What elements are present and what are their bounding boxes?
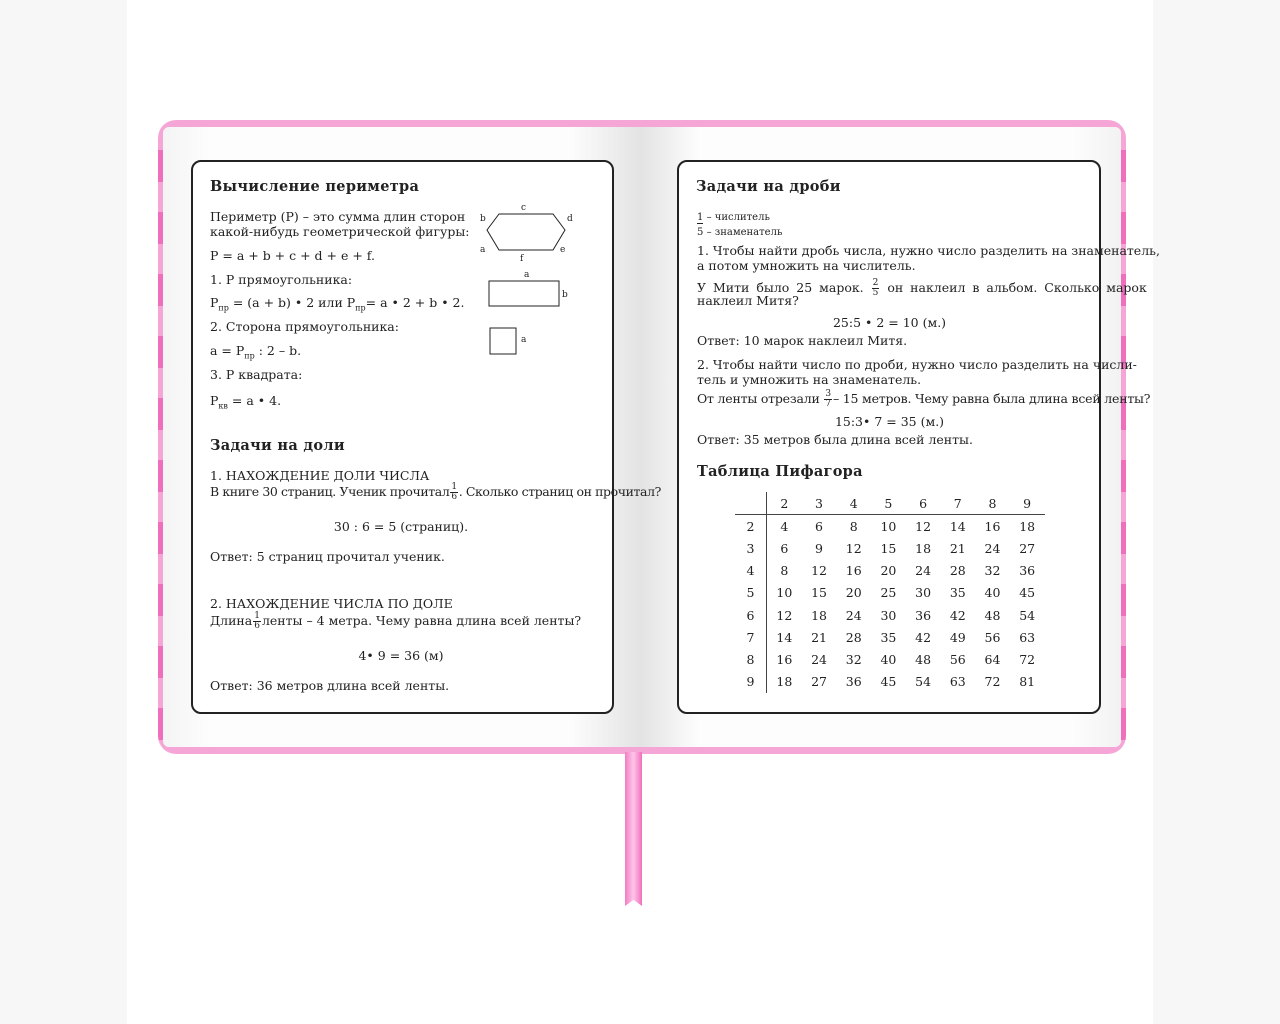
- pythagoras-cell: 12: [776, 607, 793, 623]
- pythagoras-cell: 24: [984, 540, 1001, 556]
- pythagoras-cell: 27: [811, 674, 827, 690]
- fractions-calc1: 25:5 • 2 = 10 (м.): [832, 315, 947, 330]
- shares-subheading1: 1. НАХОЖДЕНИЕ ДОЛИ ЧИСЛА: [210, 468, 430, 483]
- shares-task2: Длина $\frac{1}{6}$ ленты – 4 метра. Чему равна длина всей ленты?: [210, 611, 582, 631]
- pythagoras-header-cell: 9: [1010, 492, 1045, 515]
- pythagoras-cell: 81: [1019, 674, 1036, 690]
- pythagoras-row: [735, 537, 1045, 559]
- pythagoras-row-header: 5: [735, 582, 767, 604]
- pythagoras-cell: 8: [849, 518, 858, 534]
- pythagoras-cell: 40: [880, 651, 897, 667]
- pythagoras-row: [735, 648, 1045, 670]
- fractions-answer2: Ответ: 35 метров была длина всей ленты.: [697, 432, 973, 447]
- background-right: [1153, 0, 1280, 1024]
- pythagoras-cell: 48: [984, 607, 1001, 623]
- pythagoras-cell: 28: [845, 629, 862, 645]
- pythagoras-cell: 10: [776, 585, 793, 601]
- shares-answer1: Ответ: 5 страниц прочитал ученик.: [210, 549, 445, 564]
- pythagoras-cell: 24: [811, 651, 827, 667]
- pythagoras-cell: 10: [880, 518, 897, 534]
- pythagoras-cell: 30: [915, 585, 932, 601]
- pythagoras-cell: 21: [811, 629, 827, 645]
- fractions-rule1-line2: а потом умножить на числитель.: [697, 258, 916, 273]
- pythagoras-cell: 63: [1019, 629, 1036, 645]
- bookmark-ribbon: [625, 752, 642, 906]
- pythagoras-header-cell: 2: [767, 492, 802, 515]
- pythagoras-cell: 25: [880, 585, 897, 601]
- pythagoras-cell: 4: [780, 518, 789, 534]
- pythagoras-cell: 12: [915, 518, 932, 534]
- shares-subheading2: 2. НАХОЖДЕНИЕ ЧИСЛА ПО ДОЛЕ: [210, 596, 453, 611]
- pythagoras-cell: 64: [984, 651, 1001, 667]
- pythagoras-cell: 72: [984, 674, 1001, 690]
- pythagoras-header-cell: 4: [836, 492, 871, 515]
- pythagoras-cell: 18: [811, 607, 827, 623]
- pythagoras-cell: 15: [811, 585, 827, 601]
- pythagoras-row: [735, 560, 1045, 582]
- rectangle-label-a: a: [524, 270, 530, 280]
- pythagoras-row: [735, 582, 1045, 604]
- pythagoras-cell: 18: [776, 674, 793, 690]
- pythagoras-cell: 14: [776, 629, 793, 645]
- pythagoras-cell: 36: [1019, 563, 1036, 579]
- perimeter-title: Вычисление периметра: [210, 178, 420, 195]
- hexagon-label-e: e: [560, 245, 566, 255]
- pythagoras-cell: 63: [949, 674, 966, 690]
- rectangle-label-b: b: [562, 290, 568, 300]
- perimeter-item3: 3. P квадрата:: [210, 367, 303, 382]
- numerator-label: 1 – числитель: [697, 212, 770, 223]
- pythagoras-cell: 6: [780, 540, 789, 556]
- pythagoras-header-cell: 7: [940, 492, 975, 515]
- pythagoras-cell: 35: [949, 585, 966, 601]
- pythagoras-row: [735, 604, 1045, 626]
- shares-title: Задачи на доли: [210, 437, 345, 454]
- pythagoras-cell: 27: [1019, 540, 1036, 556]
- fractions-rule2-line2: тель и умножить на знаменатель.: [697, 372, 922, 387]
- pythagoras-cell: 18: [1019, 518, 1036, 534]
- shares-calc1: 30 : 6 = 5 (страниц).: [333, 519, 469, 534]
- pythagoras-cell: 72: [1019, 651, 1036, 667]
- pythagoras-cell: 45: [1019, 585, 1036, 601]
- shares-calc2: 4• 9 = 36 (м): [358, 648, 444, 663]
- pythagoras-cell: 35: [880, 629, 897, 645]
- pythagoras-cell: 42: [949, 607, 966, 623]
- fractions-title: Задачи на дроби: [696, 178, 841, 195]
- pythagoras-cell: 30: [880, 607, 897, 623]
- fractions-rule2-line1: 2. Чтобы найти число по дроби, нужно число разделить на числи-: [697, 357, 1137, 372]
- pythagoras-row-header: 6: [735, 604, 767, 626]
- fractions-task1-line2: наклеил Митя?: [697, 293, 799, 308]
- square-label-a: a: [521, 335, 527, 345]
- pythagoras-row-header: 3: [735, 537, 767, 559]
- pythagoras-cell: 45: [880, 674, 897, 690]
- pythagoras-row: [735, 515, 1045, 538]
- pythagoras-cell: 56: [984, 629, 1001, 645]
- pythagoras-cell: 20: [845, 585, 862, 601]
- fractions-task2: От ленты отрезали $\frac{3}{7}$ – 15 метров. Чему равна была длина всей ленты?: [697, 389, 1151, 409]
- pythagoras-cell: 54: [915, 674, 932, 690]
- pythagoras-cell: 54: [1019, 607, 1036, 623]
- perimeter-intro-line2: какой-нибудь геометрической фигуры:: [210, 224, 470, 239]
- perimeter-formula: P = a + b + c + d + e + f.: [210, 248, 375, 263]
- pythagoras-row-header: 7: [735, 626, 767, 648]
- perimeter-item2: 2. Сторона прямоугольника:: [210, 319, 399, 334]
- perimeter-item2-formula: $a = P_{пр}$ : 2 – b.: [210, 343, 302, 361]
- pythagoras-cell: 32: [984, 563, 1001, 579]
- pythagoras-cell: 16: [776, 651, 793, 667]
- rectangle-figure: [489, 281, 559, 306]
- pythagoras-cell: 40: [984, 585, 1001, 601]
- pythagoras-table: [735, 492, 1045, 693]
- denominator-label: 5 – знаменатель: [697, 227, 783, 238]
- pythagoras-cell: 18: [915, 540, 932, 556]
- hexagon-label-b: b: [480, 214, 486, 224]
- perimeter-item3-formula: $P_{кв} = a$ • 4.: [210, 393, 282, 411]
- square-figure: [490, 328, 516, 354]
- pythagoras-cell: 16: [845, 563, 862, 579]
- pythagoras-row-header: 2: [735, 515, 767, 538]
- pythagoras-cell: 9: [815, 540, 823, 556]
- pythagoras-cell: 24: [845, 607, 862, 623]
- hexagon-label-d: d: [567, 214, 573, 224]
- shares-task1: В книге 30 страниц. Ученик прочитал $\frac{1}{6}$ . Сколько страниц он прочитал?: [210, 482, 661, 502]
- pythagoras-cell: 8: [780, 563, 789, 579]
- pythagoras-cell: 14: [949, 518, 966, 534]
- perimeter-item1: 1. P прямоугольника:: [210, 272, 353, 287]
- pythagoras-cell: 42: [915, 629, 932, 645]
- pythagoras-cell: 36: [845, 674, 862, 690]
- pythagoras-row: [735, 671, 1045, 693]
- fractions-task1-line1: У Мити было 25 марок. $\frac{2}{5}$ он наклеил в альбом. Сколько марок: [697, 278, 1147, 298]
- fractions-rule1-line1: 1. Чтобы найти дробь числа, нужно число разделить на знаменатель,: [697, 243, 1160, 258]
- pythagoras-cell: 6: [815, 518, 823, 534]
- pythagoras-header-cell: 6: [906, 492, 941, 515]
- perimeter-intro-line1: Периметр (P) – это сумма длин сторон: [210, 209, 466, 224]
- pythagoras-cell: 24: [915, 563, 932, 579]
- pythagoras-row-header: 9: [735, 671, 767, 693]
- pythagoras-cell: 15: [880, 540, 897, 556]
- shares-answer2: Ответ: 36 метров длина всей ленты.: [210, 678, 450, 693]
- pythagoras-cell: 48: [915, 651, 932, 667]
- pythagoras-cell: 36: [915, 607, 932, 623]
- perimeter-figures: [470, 198, 580, 363]
- pythagoras-cell: 16: [984, 518, 1001, 534]
- pythagoras-cell: 32: [845, 651, 862, 667]
- hexagon-label-a: a: [480, 245, 486, 255]
- hexagon-label-f: f: [520, 254, 524, 264]
- pythagoras-row-header: 8: [735, 648, 767, 670]
- pythagoras-row: [735, 626, 1045, 648]
- pythagoras-header-cell: [735, 492, 767, 515]
- background-left: [0, 0, 127, 1024]
- fractions-answer1: Ответ: 10 марок наклеил Митя.: [697, 333, 908, 348]
- pythagoras-cell: 21: [949, 540, 966, 556]
- pythagoras-cell: 56: [949, 651, 966, 667]
- pythagoras-row-header: 4: [735, 560, 767, 582]
- pythagoras-header-cell: 5: [871, 492, 906, 515]
- hexagon-label-c: c: [521, 203, 527, 213]
- pythagoras-header-cell: 8: [975, 492, 1010, 515]
- pythagoras-header-row: [735, 492, 1045, 515]
- pythagoras-cell: 49: [949, 629, 966, 645]
- pythagoras-cell: 12: [845, 540, 862, 556]
- pythagoras-cell: 12: [811, 563, 827, 579]
- pythagoras-header-cell: 3: [802, 492, 837, 515]
- hexagon-figure: [487, 214, 565, 250]
- pythagoras-cell: 20: [880, 563, 897, 579]
- pythagoras-cell: 28: [949, 563, 966, 579]
- perimeter-item1-formula: $P_{пр} = (a + b)$ • 2 или $P_{пр}= a$ • 2 + b • 2.: [210, 295, 465, 313]
- pythagoras-title: Таблица Пифагора: [697, 463, 863, 480]
- fractions-calc2: 15:3• 7 = 35 (м.): [834, 414, 945, 429]
